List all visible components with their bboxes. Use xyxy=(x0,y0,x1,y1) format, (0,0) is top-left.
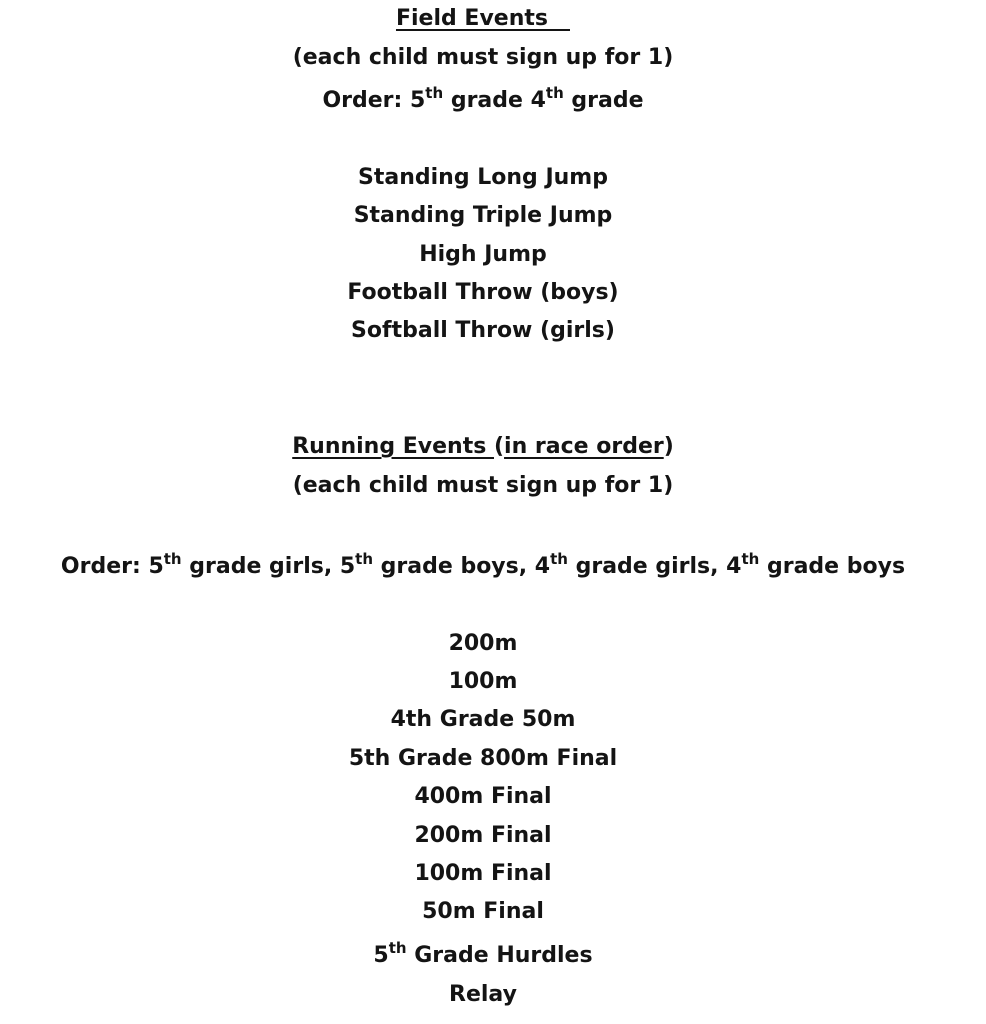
hurdles-num: 5 xyxy=(373,943,389,968)
running-event-item: 200m xyxy=(448,631,518,656)
field-events-title-text: Field Events xyxy=(395,6,548,31)
order-text-3: grade xyxy=(563,88,644,113)
running-event-item: 5th Grade 800m Final xyxy=(348,746,618,771)
field-events-subtitle: (each child must sign up for 1) xyxy=(292,45,674,70)
field-event-item: High Jump xyxy=(419,242,547,267)
run-order-text-2: grade girls, 5 xyxy=(181,554,356,579)
running-title-paren-close: ) xyxy=(663,434,674,459)
running-event-hurdles xyxy=(0,941,966,971)
running-events-title xyxy=(0,432,966,462)
field-event-item: Standing Long Jump xyxy=(358,165,608,190)
run-order-sup-2: th xyxy=(355,550,374,568)
running-title-part1: Running Events xyxy=(292,434,494,459)
running-event-item: 50m Final xyxy=(422,899,544,924)
running-events-order xyxy=(0,552,966,582)
running-title-paren-open: ( xyxy=(493,434,505,459)
field-events-title xyxy=(0,4,966,34)
run-order-sup-1: th xyxy=(163,550,182,568)
running-title-part2: in race order xyxy=(504,434,664,459)
running-event-item: 100m Final xyxy=(414,861,552,886)
field-event-item: Softball Throw (girls) xyxy=(351,318,615,343)
running-event-item: 100m xyxy=(448,669,518,694)
order-sup-2: th xyxy=(545,84,564,102)
field-event-item: Football Throw (boys) xyxy=(347,280,619,305)
running-event-item: 4th Grade 50m xyxy=(390,707,576,732)
run-order-text-4: grade girls, 4 xyxy=(567,554,742,579)
running-event-item: 400m Final xyxy=(414,784,552,809)
hurdles-sup: th xyxy=(388,939,407,957)
order-sup-1: th xyxy=(425,84,444,102)
running-events-subtitle: (each child must sign up for 1) xyxy=(292,473,674,498)
field-events-order xyxy=(0,86,966,116)
hurdles-rest: Grade Hurdles xyxy=(406,943,593,968)
order-text-2: grade 4 xyxy=(443,88,546,113)
order-text-1: Order: 5 xyxy=(322,88,426,113)
running-event-relay: Relay xyxy=(449,982,517,1007)
running-event-item: 200m Final xyxy=(414,823,552,848)
run-order-text-1: Order: 5 xyxy=(60,554,164,579)
title-underline-tail xyxy=(548,28,570,31)
run-order-text-5: grade boys xyxy=(759,554,906,579)
run-order-sup-3: th xyxy=(550,550,568,568)
run-order-text-3: grade boys, 4 xyxy=(373,554,551,579)
run-order-sup-4: th xyxy=(741,550,760,568)
field-event-item: Standing Triple Jump xyxy=(353,203,613,228)
